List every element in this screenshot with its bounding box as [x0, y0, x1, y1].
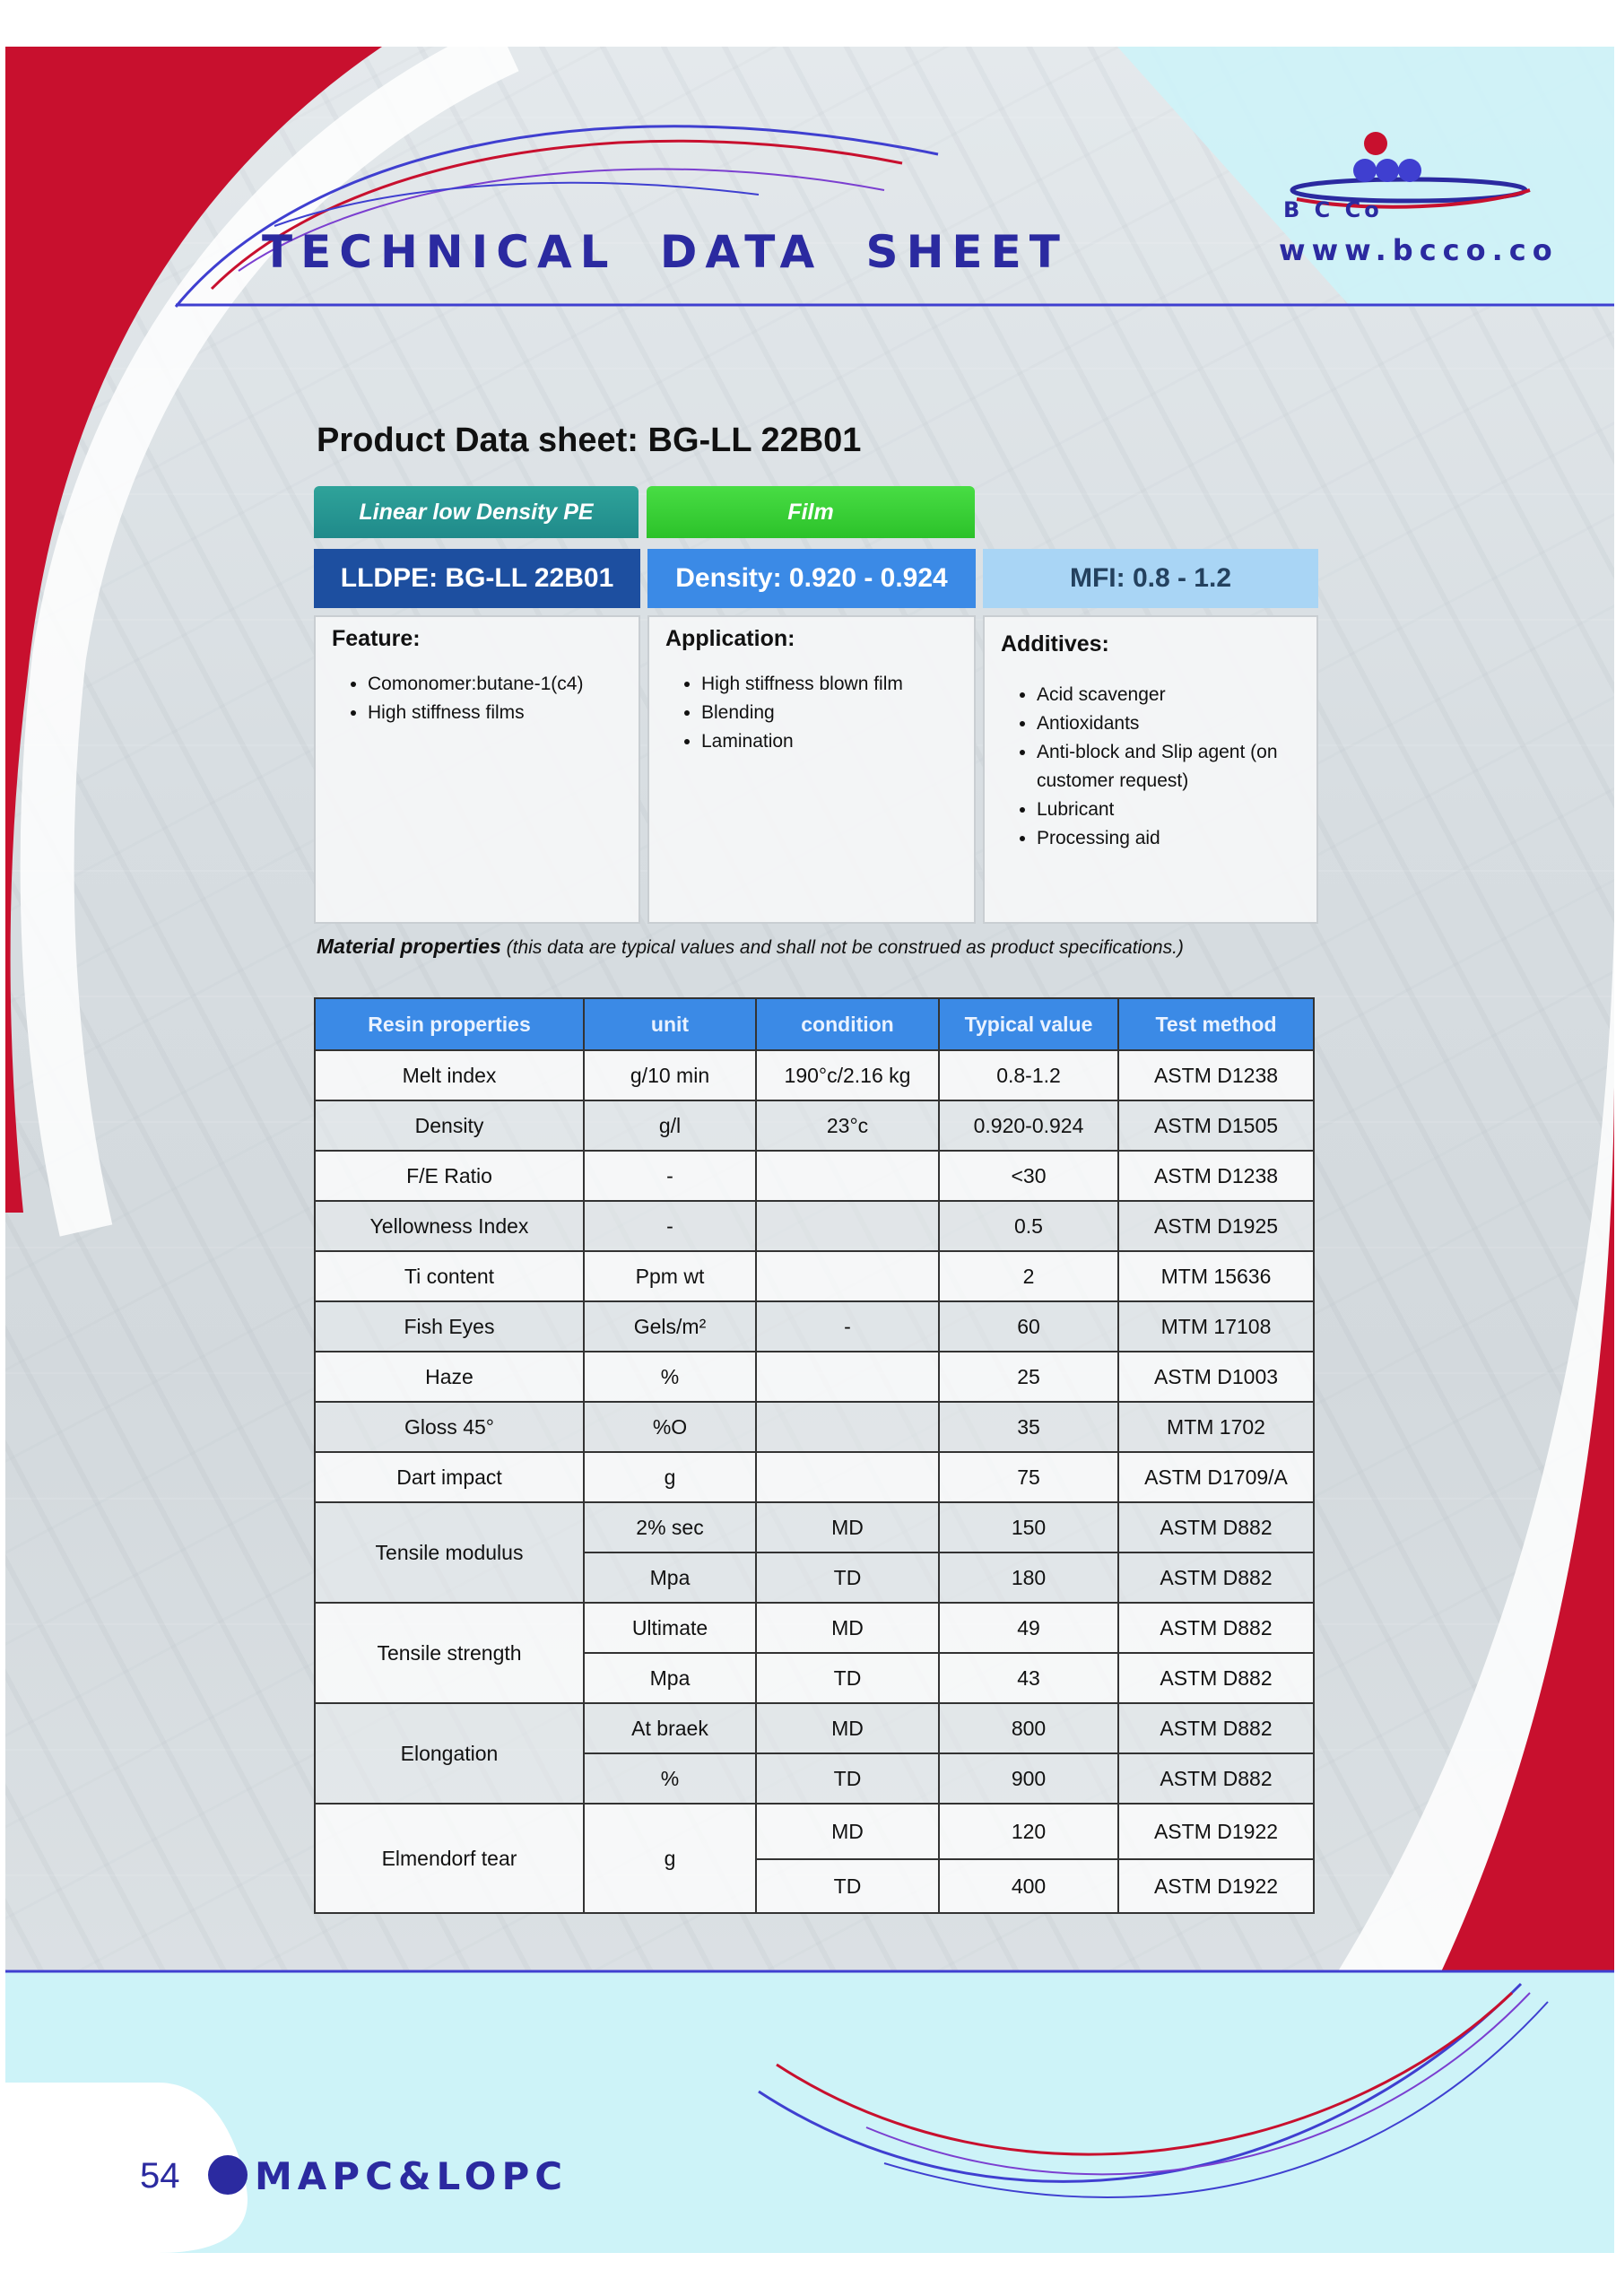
table-cell: 75 — [939, 1452, 1118, 1502]
table-row — [315, 1151, 1314, 1201]
table-row — [315, 1703, 1314, 1753]
table-cell: Gloss 45° — [315, 1402, 584, 1452]
table-cell — [756, 1402, 939, 1452]
table-row — [315, 1804, 1314, 1859]
density-bar: Density: 0.920 - 0.924 — [647, 549, 976, 608]
table-cell: 800 — [939, 1703, 1118, 1753]
additives-list — [1001, 681, 1300, 853]
table-cell — [756, 1201, 939, 1251]
table-cell — [756, 1251, 939, 1301]
table-cell: <30 — [939, 1151, 1118, 1201]
table-cell: %O — [584, 1402, 756, 1452]
table-cell: 900 — [939, 1753, 1118, 1804]
table-cell: 150 — [939, 1502, 1118, 1552]
table-cell: Ultimate — [584, 1603, 756, 1653]
properties-table — [314, 997, 1315, 1914]
table-cell: ASTM D882 — [1118, 1653, 1314, 1703]
table-cell: ASTM D1922 — [1118, 1804, 1314, 1859]
table-cell: 0.920-0.924 — [939, 1100, 1118, 1151]
table-row — [315, 1603, 1314, 1653]
product-title: Product Data sheet: BG-LL 22B01 — [317, 422, 862, 459]
column-header: Resin properties — [315, 998, 584, 1050]
table-header-row — [315, 998, 1314, 1050]
note-text: (this data are typical values and shall not be construed as product specifications.) — [506, 937, 1184, 958]
table-cell — [756, 1151, 939, 1201]
table-cell: ASTM D882 — [1118, 1703, 1314, 1753]
list-item: • Acid scavenger — [1037, 681, 1300, 709]
table-cell: MTM 1702 — [1118, 1402, 1314, 1452]
table-cell: Mpa — [584, 1653, 756, 1703]
table-cell: g/10 min — [584, 1050, 756, 1100]
table-cell: MD — [756, 1804, 939, 1859]
table-cell: ASTM D882 — [1118, 1502, 1314, 1552]
table-cell: % — [584, 1352, 756, 1402]
tab-film: Film — [647, 486, 975, 538]
table-cell: 180 — [939, 1552, 1118, 1603]
table-cell: - — [756, 1301, 939, 1352]
table-cell: Melt index — [315, 1050, 584, 1100]
table-cell: 49 — [939, 1603, 1118, 1653]
application-heading: Application: — [665, 626, 795, 651]
table-cell: ASTM D1505 — [1118, 1100, 1314, 1151]
column-header: condition — [756, 998, 939, 1050]
column-header: Typical value — [939, 998, 1118, 1050]
table-row — [315, 1050, 1314, 1100]
feature-list — [332, 670, 622, 727]
table-cell: ASTM D1238 — [1118, 1050, 1314, 1100]
material-properties-note — [317, 935, 1184, 959]
list-item: • Antioxidants — [1037, 709, 1300, 738]
list-item: • Comonomer:butane-1(c4) — [368, 670, 622, 699]
feature-heading: Feature: — [332, 626, 421, 651]
table-cell — [756, 1452, 939, 1502]
table-row — [315, 1301, 1314, 1352]
table-row — [315, 1402, 1314, 1452]
table-cell: 23°c — [756, 1100, 939, 1151]
mfi-bar: MFI: 0.8 - 1.2 — [983, 549, 1318, 608]
table-cell: TD — [756, 1859, 939, 1913]
table-cell: ASTM D1925 — [1118, 1201, 1314, 1251]
list-item: • High stiffness films — [368, 699, 622, 727]
feature-box — [314, 615, 640, 924]
table-cell: MD — [756, 1502, 939, 1552]
table-row — [315, 1452, 1314, 1502]
table-cell: Gels/m² — [584, 1301, 756, 1352]
table-cell: 400 — [939, 1859, 1118, 1913]
application-box — [647, 615, 976, 924]
list-item: • Lamination — [701, 727, 958, 756]
footer-brand: MAPC&LOPC — [255, 2154, 569, 2198]
table-cell — [756, 1352, 939, 1402]
table-cell: ASTM D1238 — [1118, 1151, 1314, 1201]
list-item: • Blending — [701, 699, 958, 727]
table-cell: ASTM D882 — [1118, 1753, 1314, 1804]
page-number: 54 — [140, 2156, 180, 2196]
table-cell: Elongation — [315, 1703, 584, 1804]
table-cell: g/l — [584, 1100, 756, 1151]
table-cell: Mpa — [584, 1552, 756, 1603]
table-row — [315, 1201, 1314, 1251]
table-cell: F/E Ratio — [315, 1151, 584, 1201]
table-cell: Yellowness Index — [315, 1201, 584, 1251]
table-row — [315, 1251, 1314, 1301]
additives-box — [983, 615, 1318, 924]
table-cell: 43 — [939, 1653, 1118, 1703]
table-cell: 60 — [939, 1301, 1118, 1352]
table-cell: Ppm wt — [584, 1251, 756, 1301]
additives-heading: Additives: — [1001, 631, 1109, 657]
table-cell: Tensile strength — [315, 1603, 584, 1703]
table-cell: - — [584, 1201, 756, 1251]
table-cell: Fish Eyes — [315, 1301, 584, 1352]
table-cell: 2% sec — [584, 1502, 756, 1552]
website-link[interactable]: www.bcco.co — [1279, 233, 1559, 267]
table-cell: ASTM D882 — [1118, 1603, 1314, 1653]
table-cell: 35 — [939, 1402, 1118, 1452]
tab-linear-low-density-pe: Linear low Density PE — [314, 486, 639, 538]
table-cell: Density — [315, 1100, 584, 1151]
table-cell: MD — [756, 1603, 939, 1653]
table-cell: TD — [756, 1552, 939, 1603]
table-cell: ASTM D1709/A — [1118, 1452, 1314, 1502]
document-page — [5, 47, 1614, 2253]
list-item: • Lubricant — [1037, 796, 1300, 824]
table-cell: 0.8-1.2 — [939, 1050, 1118, 1100]
table-row — [315, 1502, 1314, 1552]
brand-logo-icon — [208, 2155, 248, 2195]
table-cell: g — [584, 1804, 756, 1913]
table-cell: 25 — [939, 1352, 1118, 1402]
list-item: • Processing aid — [1037, 824, 1300, 853]
note-title: Material properties — [317, 935, 501, 958]
table-row — [315, 1352, 1314, 1402]
table-cell: Haze — [315, 1352, 584, 1402]
table-cell: MTM 15636 — [1118, 1251, 1314, 1301]
column-header: Test method — [1118, 998, 1314, 1050]
table-cell: TD — [756, 1653, 939, 1703]
column-header: unit — [584, 998, 756, 1050]
table-cell: ASTM D1922 — [1118, 1859, 1314, 1913]
table-cell: ASTM D1003 — [1118, 1352, 1314, 1402]
table-cell: Elmendorf tear — [315, 1804, 584, 1913]
table-cell: Ti content — [315, 1251, 584, 1301]
product-code-bar: LLDPE: BG-LL 22B01 — [314, 549, 640, 608]
table-cell: 2 — [939, 1251, 1118, 1301]
table-row — [315, 1100, 1314, 1151]
table-cell: 120 — [939, 1804, 1118, 1859]
table-cell: - — [584, 1151, 756, 1201]
table-cell: ASTM D882 — [1118, 1552, 1314, 1603]
table-cell: 190°c/2.16 kg — [756, 1050, 939, 1100]
table-cell: % — [584, 1753, 756, 1804]
page-title: TECHNICAL DATA SHEET — [262, 226, 1068, 278]
table-cell: Tensile modulus — [315, 1502, 584, 1603]
table-cell: MD — [756, 1703, 939, 1753]
application-list — [665, 670, 958, 756]
table-cell: TD — [756, 1753, 939, 1804]
table-cell: g — [584, 1452, 756, 1502]
logo-text: B C Co — [1283, 197, 1383, 222]
table-cell: 0.5 — [939, 1201, 1118, 1251]
table-cell: At braek — [584, 1703, 756, 1753]
list-item: • High stiffness blown film — [701, 670, 958, 699]
table-cell: MTM 17108 — [1118, 1301, 1314, 1352]
list-item: • Anti-block and Slip agent (on customer request) — [1037, 738, 1300, 796]
table-cell: Dart impact — [315, 1452, 584, 1502]
